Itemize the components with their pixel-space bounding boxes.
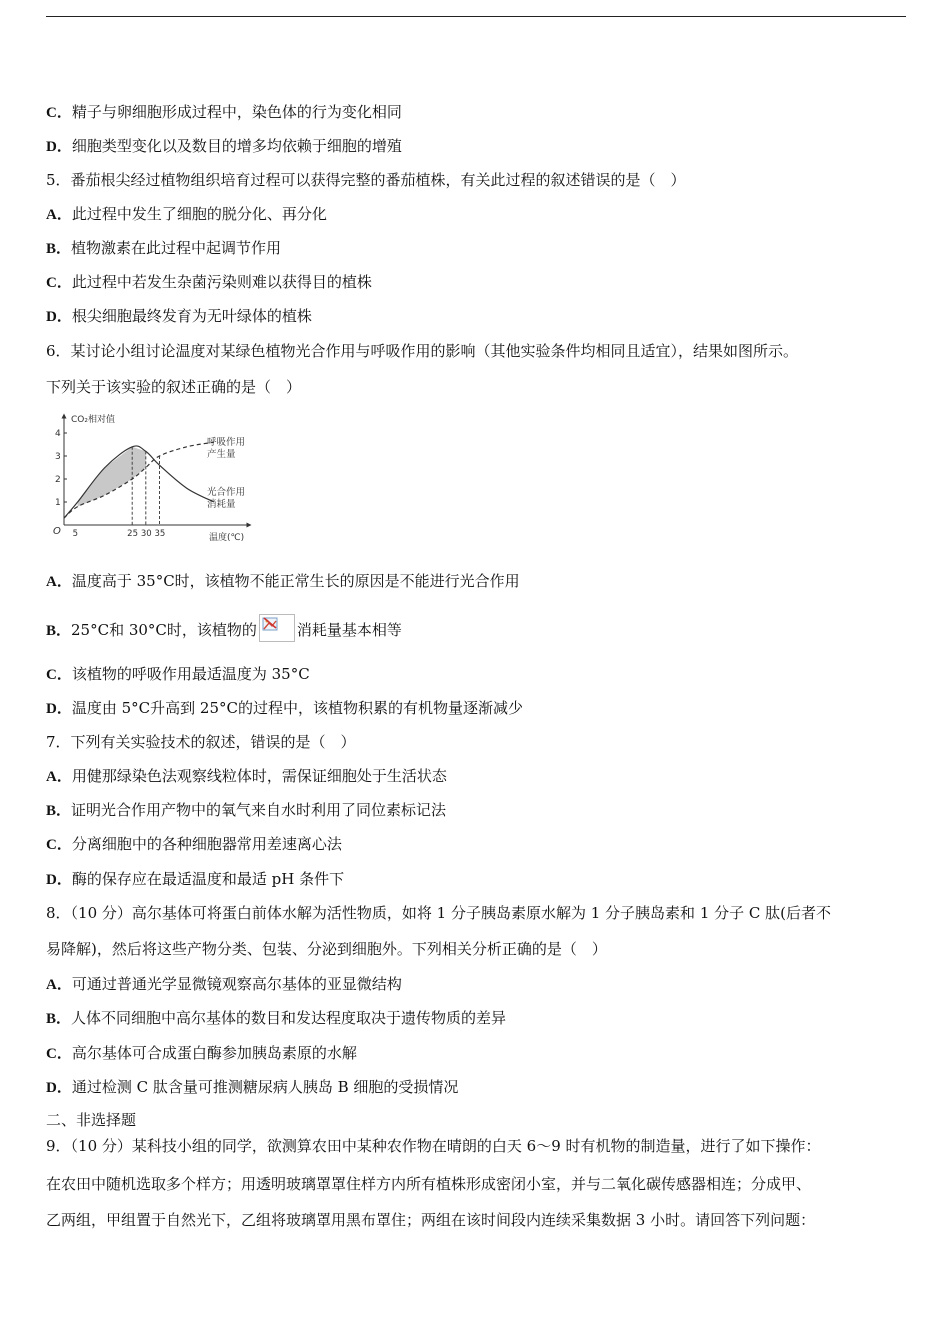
option-b-q7: B．证明光合作用产物中的氧气来自水时利用了同位素标记法	[46, 801, 447, 819]
broken-image-icon	[259, 614, 295, 642]
question-9-stem: 9．（10 分）某科技小组的同学，欲测算农田中某种农作物在晴朗的白天 6～9 时有机物的制造量，进行了如下操作：	[46, 1137, 821, 1155]
question-8-stem-cont: 易降解)，然后将这些产物分类、包装、分泌到细胞外。下列相关分析正确的是（ ）	[46, 940, 607, 958]
option-a-q8: A．可通过普通光学显微镜观察高尔基体的亚显微结构	[46, 975, 402, 993]
legend-label: 光合作用	[207, 487, 246, 498]
y-tick-label: 2	[55, 475, 61, 485]
option-b-q8: B．人体不同细胞中高尔基体的数目和发达程度取决于遗传物质的差异	[46, 1009, 507, 1027]
origin-label: O	[53, 526, 61, 537]
question-7-stem: 7．下列有关实验技术的叙述，错误的是（ ）	[46, 733, 356, 751]
option-d-q4: D．细胞类型变化以及数目的增多均依赖于细胞的增殖	[46, 137, 402, 155]
x-tick-label: 30	[140, 529, 152, 539]
question-9-stem-cont1: 在农田中随机选取多个样方；用透明玻璃罩罩住样方内所有植株形成密闭小室，并与二氧化碳传感器相连；分成甲、	[46, 1175, 812, 1193]
option-c-q8: C．高尔基体可合成蛋白酶参加胰岛素原的水解	[46, 1044, 357, 1062]
question-6-stem: 6．某讨论小组讨论温度对某绿色植物光合作用与呼吸作用的影响（其他实验条件均相同且适宜），结果如图所示。	[46, 342, 799, 360]
y-tick-label: 1	[55, 498, 61, 508]
y-axis-label: CO₂相对值	[71, 415, 115, 425]
x-tick-label: 35	[154, 529, 166, 539]
option-d-q7: D．酶的保存应在最适温度和最适 pH 条件下	[46, 870, 345, 888]
question-6-stem-cont: 下列关于该实验的叙述正确的是（ ）	[46, 378, 302, 396]
x-axis-label: 温度(℃)	[209, 533, 245, 543]
option-b-q6: B．25°C和 30°C时，该植物的 消耗量基本相等	[46, 614, 402, 642]
legend-label: 呼吸作用	[207, 437, 246, 448]
header-rule	[46, 16, 906, 17]
legend-label: 产生量	[207, 449, 236, 460]
y-tick-label: 3	[55, 452, 61, 462]
option-a-q5: A．此过程中发生了细胞的脱分化、再分化	[46, 205, 327, 223]
legend-label: 消耗量	[207, 499, 236, 510]
option-a-q6: A．温度高于 35°C时，该植物不能正常生长的原因是不能进行光合作用	[46, 572, 520, 590]
option-c-q6: C．该植物的呼吸作用最适温度为 35°C	[46, 665, 310, 683]
section-heading-nonchoice: 二、非选择题	[46, 1111, 137, 1129]
option-b-q5: B．植物激素在此过程中起调节作用	[46, 239, 282, 257]
co2-temperature-chart	[44, 410, 274, 550]
option-c-q4: C．精子与卵细胞形成过程中，染色体的行为变化相同	[46, 103, 402, 121]
x-tick-label: 5	[72, 529, 79, 539]
option-c-q5: C．此过程中若发生杂菌污染则难以获得目的植株	[46, 273, 372, 291]
question-8-stem: 8．（10 分）高尔基体可将蛋白前体水解为活性物质，如将 1 分子胰岛素原水解为 1 分子胰岛素和 1 分子 C 肽(后者不	[46, 904, 832, 922]
question-9-stem-cont2: 乙两组，甲组置于自然光下，乙组将玻璃罩用黑布罩住；两组在该时间段内连续采集数据 3 小时。请回答下列问题：	[46, 1211, 816, 1229]
option-d-q5: D．根尖细胞最终发育为无叶绿体的植株	[46, 307, 312, 325]
option-a-q7: A．用健那绿染色法观察线粒体时，需保证细胞处于生活状态	[46, 767, 447, 785]
y-tick-label: 4	[55, 429, 61, 439]
option-d-q6: D．温度由 5°C升高到 25°C的过程中，该植物积累的有机物量逐渐减少	[46, 699, 523, 717]
question-5-stem: 5．番茄根尖经过植物组织培育过程可以获得完整的番茄植株，有关此过程的叙述错误的是（ ）	[46, 171, 686, 189]
shaded-area	[78, 447, 146, 507]
option-d-q8: D．通过检测 C 肽含量可推测糖尿病人胰岛 B 细胞的受损情况	[46, 1078, 459, 1096]
x-tick-label: 25	[127, 529, 139, 539]
option-c-q7: C．分离细胞中的各种细胞器常用差速离心法	[46, 835, 342, 853]
